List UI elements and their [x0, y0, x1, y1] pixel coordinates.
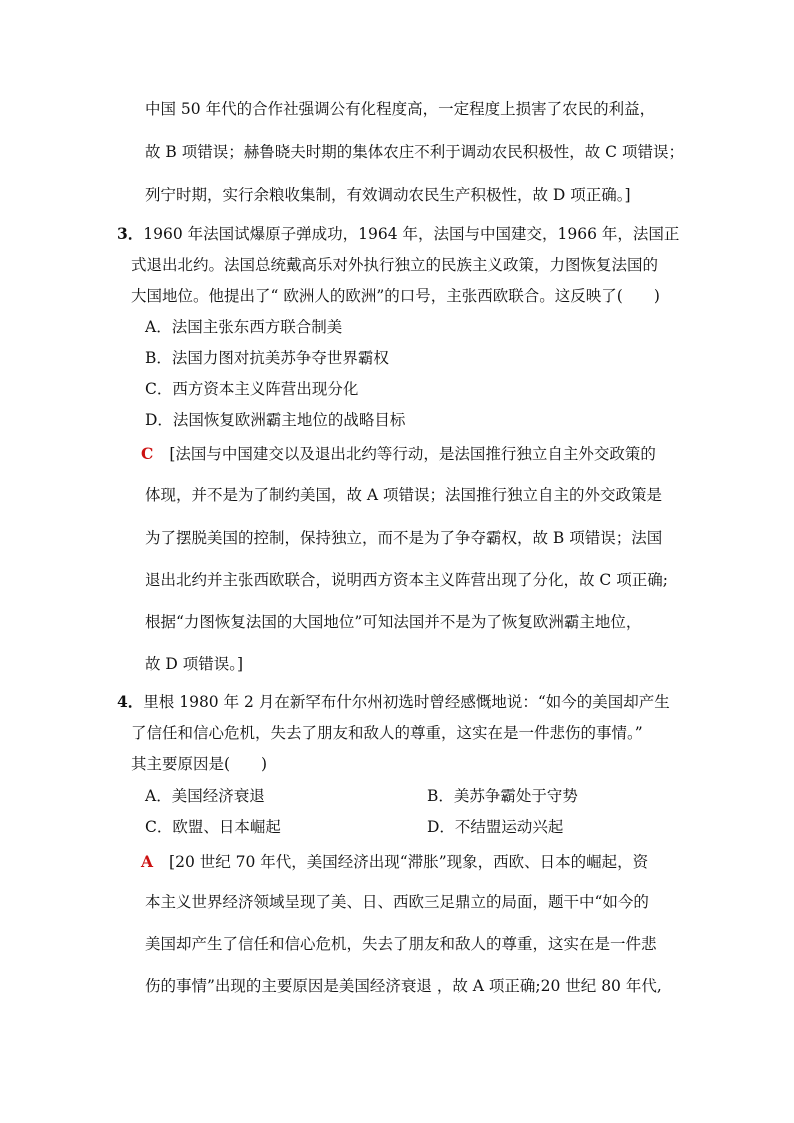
question-4-option-row-1: [145, 786, 265, 806]
question-3-explanation-line-3: 为了摆脱美国的控制，保持独立，而不是为了争夺霸权，故 B 项错误；法国: [145, 529, 663, 547]
question-3-stem-line-1: [117, 224, 679, 244]
question-3-option-a: A．法国主张东西方联合制美: [145, 318, 343, 336]
question-3-explanation-line-2: 体现，并不是为了制约美国，故 A 项错误；法国推行独立自主的外交政策是: [145, 486, 663, 504]
question-3-explanation-text-1: [法国与中国建交以及退出北约等行动，是法国推行独立自主外交政策的: [169, 445, 656, 463]
question-4-explanation-line-4: 伤的事情”出现的主要原因是美国经济衰退 ，故 A 项正确;20 世纪 80 年代,: [145, 977, 662, 995]
question-3-option-c: C．西方资本主义阵营出现分化: [145, 380, 359, 398]
question-4-stem-line-3: 其主要原因是( ): [131, 755, 268, 773]
question-3-option-b: B．法国力图对抗美苏争夺世界霸权: [145, 349, 389, 367]
question-4-number: 4．: [117, 692, 144, 711]
question-4-stem-text-1: 里根 1980 年 2 月在新罕布什尔州初选时曾经感慨地说：“如今的美国却产生: [143, 693, 670, 711]
question-4-stem-line-1: [117, 692, 670, 712]
question-4-explanation-line-1: [141, 852, 648, 872]
prev-explanation-line-3: 列宁时期，实行余粮收集制，有效调动农民生产积极性，故 D 项正确。]: [145, 186, 631, 204]
question-4-explanation-text-1: [20 世纪 70 年代，美国经济出现“滞胀”现象，西欧、日本的崛起，资: [169, 853, 649, 871]
question-4-explanation-line-2: 本主义世界经济领域呈现了美、日、西欧三足鼎立的局面，题干中“如今的: [145, 893, 649, 911]
question-3-stem-line-2: 式退出北约。法国总统戴高乐对外执行独立的民族主义政策，力图恢复法国的: [131, 256, 659, 274]
question-3-explanation-line-5: 根据“力图恢复法国的大国地位”可知法国并不是为了恢复欧洲霸主地位，: [145, 613, 642, 631]
question-4-stem-line-2: 了信任和信心危机，失去了朋友和敌人的尊重，这实在是一件悲伤的事情。”: [131, 724, 643, 742]
question-3-explanation-line-6: 故 D 项错误。]: [145, 655, 244, 673]
prev-explanation-line-1: 中国 50 年代的合作社强调公有化程度高，一定程度上损害了农民的利益，: [145, 100, 656, 118]
question-4-option-b: B．美苏争霸处于守势: [427, 787, 578, 805]
question-3-stem-line-3: 大国地位。他提出了“ 欧洲人的欧洲”的口号，主张西欧联合。这反映了( ): [131, 287, 660, 305]
question-3-answer: C: [141, 444, 154, 463]
question-3-number: 3．: [117, 224, 144, 243]
question-3-explanation-line-1: [141, 444, 656, 464]
prev-explanation-line-2: 故 B 项错误；赫鲁晓夫时期的集体农庄不利于调动农民积极性，故 C 项错误；: [145, 143, 684, 161]
question-4-option-c: C．欧盟、日本崛起: [145, 818, 281, 836]
question-4-explanation-line-3: 美国却产生了信任和信心危机，失去了朋友和敌人的尊重，这实在是一件悲: [145, 935, 657, 953]
question-4-option-a: A．美国经济衰退: [145, 787, 265, 805]
question-4-option-d: D．不结盟运动兴起: [427, 818, 564, 836]
question-3-option-d: D．法国恢复欧洲霸主地位的战略目标: [145, 411, 406, 429]
question-4-answer: A: [141, 852, 154, 871]
question-3-explanation-line-4: 退出北约并主张西欧联合，说明西方资本主义阵营出现了分化，故 C 项正确;: [145, 571, 668, 589]
question-3-stem-text-1: 1960 年法国试爆原子弹成功，1964 年，法国与中国建交，1966 年，法国正: [143, 225, 680, 243]
